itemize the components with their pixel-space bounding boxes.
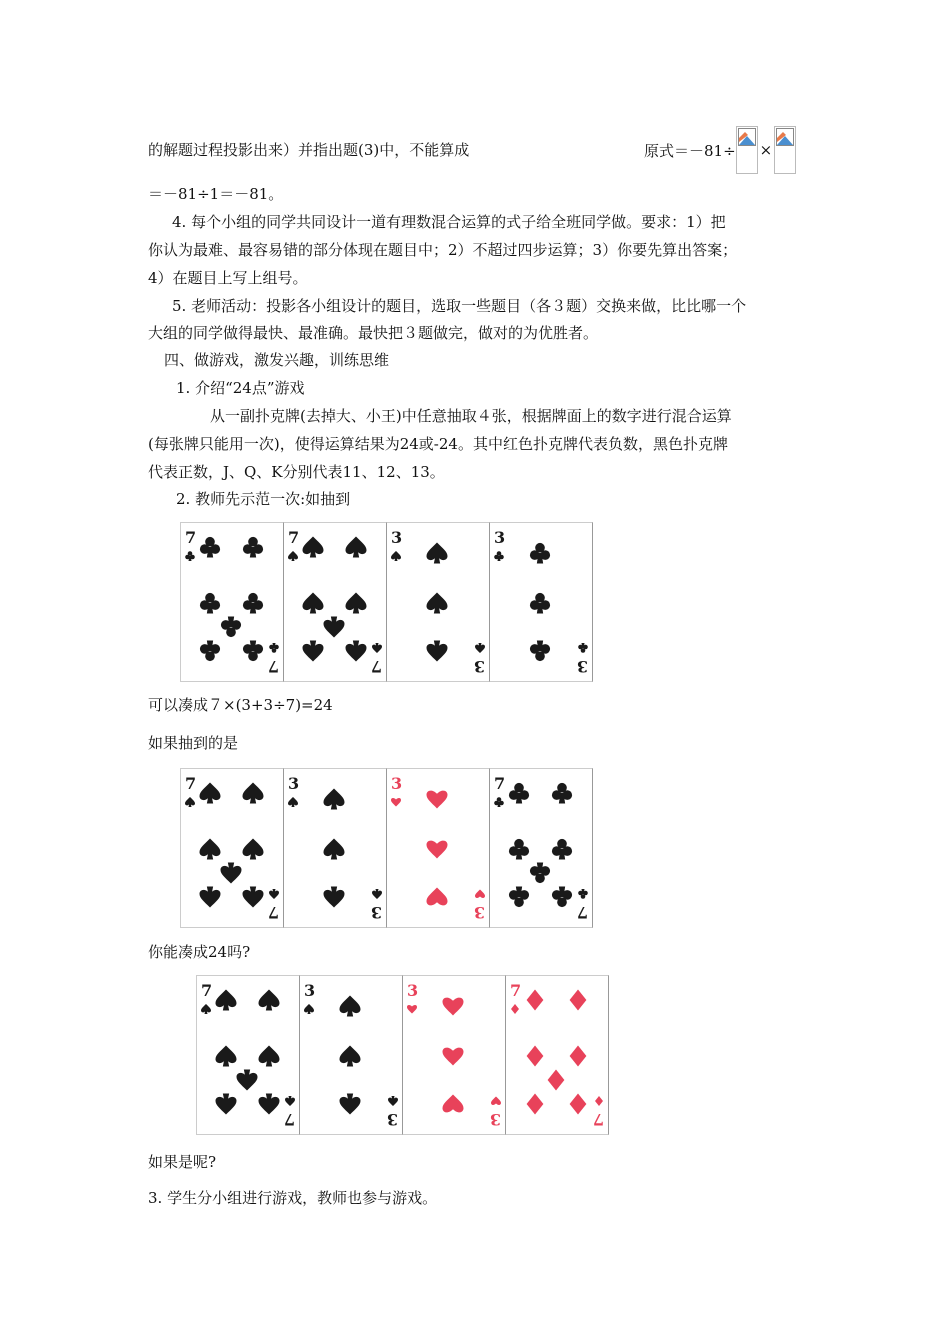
spade-icon (201, 1004, 211, 1014)
playing-card (180, 768, 284, 928)
playing-card (387, 522, 490, 682)
formula-times: × (759, 141, 773, 159)
club-icon (221, 617, 241, 638)
club-icon (530, 863, 550, 884)
diamond-icon (570, 1094, 587, 1115)
spade-icon (388, 1096, 398, 1106)
club-icon (243, 593, 263, 614)
card-face (387, 769, 489, 927)
playing-card (387, 768, 490, 928)
card-group-2 (180, 768, 593, 928)
card-face (181, 769, 283, 927)
card-rank: 7 (283, 1110, 295, 1129)
club-icon (269, 643, 279, 653)
card-face (403, 976, 505, 1134)
playing-card (284, 522, 387, 682)
diamond-icon (511, 1004, 519, 1014)
heart-icon (443, 998, 464, 1016)
spade-icon (216, 1094, 237, 1115)
club-icon (509, 783, 529, 804)
diamond-icon (595, 1096, 603, 1106)
spade-icon (304, 1004, 314, 1014)
spade-icon (303, 593, 324, 614)
spade-icon (346, 537, 367, 558)
card-rank: 3 (288, 774, 300, 793)
heart-icon (407, 1005, 417, 1013)
spade-icon (243, 783, 264, 804)
card-group-3 (196, 975, 609, 1135)
spade-icon (340, 1094, 361, 1115)
text-line-10: 从一副扑克牌(去掉大、小王)中任意抽取４张，根据牌面上的数字进行混合运算 (210, 407, 732, 425)
spade-icon (427, 543, 448, 564)
playing-card (284, 768, 387, 928)
diamond-icon (548, 1070, 565, 1091)
heart-icon (427, 841, 448, 859)
text-line-14: 可以凑成７×(3+3÷7)=24 (148, 696, 333, 714)
text-line-9: 1. 介绍“24点”游戏 (176, 379, 305, 397)
heart-icon (427, 791, 448, 809)
spade-icon (243, 839, 264, 860)
playing-card (490, 522, 593, 682)
club-icon (530, 641, 550, 662)
spade-icon (340, 996, 361, 1017)
spade-icon (427, 641, 448, 662)
text-line-6: 5. 老师活动：投影各小组设计的题目，选取一些题目（各３题）交换来做，比比哪一个 (172, 297, 747, 315)
heart-icon (391, 798, 401, 806)
card-rank: 3 (370, 903, 382, 922)
card-rank: 7 (370, 657, 382, 676)
club-icon (509, 839, 529, 860)
spade-icon (324, 789, 345, 810)
club-icon (509, 887, 529, 908)
card-rank: 7 (494, 774, 506, 793)
text-line-12: 代表正数，J、Q、K分别代表11、12、13。 (148, 463, 445, 481)
spade-icon (259, 1046, 280, 1067)
playing-card (180, 522, 284, 682)
diamond-icon (527, 1046, 544, 1067)
spade-icon (303, 537, 324, 558)
card-rank: 7 (576, 903, 588, 922)
club-icon (200, 641, 220, 662)
spade-icon (243, 887, 264, 908)
card-face (387, 523, 489, 681)
playing-card (403, 975, 506, 1135)
spade-icon (303, 641, 324, 662)
text-line-5: 4）在题目上写上组号。 (148, 269, 308, 287)
broken-image-icon (736, 126, 758, 174)
card-rank: 7 (185, 528, 197, 547)
heart-icon (443, 1048, 464, 1066)
playing-card (300, 975, 403, 1135)
card-rank: 3 (576, 657, 588, 676)
club-icon (578, 643, 588, 653)
playing-card (196, 975, 300, 1135)
spade-icon (288, 551, 298, 561)
card-rank: 3 (473, 657, 485, 676)
club-icon (200, 537, 220, 558)
spade-icon (427, 593, 448, 614)
heart-icon (443, 1095, 464, 1113)
spade-icon (324, 617, 345, 638)
spade-icon (216, 1046, 237, 1067)
card-rank: 3 (473, 903, 485, 922)
club-icon (494, 551, 504, 561)
card-rank: 3 (489, 1110, 501, 1129)
club-icon (552, 783, 572, 804)
heart-icon (491, 1097, 501, 1105)
card-rank: 3 (391, 774, 403, 793)
diamond-icon (527, 990, 544, 1011)
card-face (181, 523, 283, 681)
spade-icon (324, 839, 345, 860)
spade-icon (285, 1096, 295, 1106)
text-line-3: 4. 每个小组的同学共同设计一道有理数混合运算的式子给全班同学做。要求：1）把 (172, 213, 726, 231)
card-face (490, 769, 592, 927)
spade-icon (340, 1046, 361, 1067)
card-rank: 7 (592, 1110, 604, 1129)
spade-icon (372, 889, 382, 899)
card-face (197, 976, 299, 1134)
card-rank: 7 (267, 903, 279, 922)
club-icon (552, 839, 572, 860)
card-rank: 3 (494, 528, 506, 547)
card-rank: 7 (267, 657, 279, 676)
card-rank: 7 (201, 981, 213, 1000)
text-line-1: 的解题过程投影出来）并指出题(3)中，不能算成 (148, 141, 470, 159)
text-line-17: 如果是呢? (148, 1153, 217, 1171)
spade-icon (372, 643, 382, 653)
spade-icon (200, 887, 221, 908)
spade-icon (259, 990, 280, 1011)
club-icon (243, 537, 263, 558)
card-group-1 (180, 522, 593, 682)
card-rank: 7 (185, 774, 197, 793)
text-line-18: 3. 学生分小组进行游戏，教师也参与游戏。 (148, 1189, 438, 1207)
diamond-icon (570, 1046, 587, 1067)
card-rank: 3 (386, 1110, 398, 1129)
heart-icon (427, 888, 448, 906)
club-icon (494, 797, 504, 807)
text-line-4: 你认为最难、最容易错的部分体现在题目中；2）不超过四步运算；3）你要先算出答案； (148, 241, 738, 259)
playing-card (506, 975, 609, 1135)
spade-icon (221, 863, 242, 884)
card-face (284, 523, 386, 681)
club-icon (578, 889, 588, 899)
broken-image-icon (774, 126, 796, 174)
card-rank: 7 (510, 981, 522, 1000)
card-face (300, 976, 402, 1134)
spade-icon (200, 783, 221, 804)
card-face (490, 523, 592, 681)
spade-icon (391, 551, 401, 561)
club-icon (552, 887, 572, 908)
club-icon (530, 593, 550, 614)
formula (644, 125, 796, 175)
card-face (284, 769, 386, 927)
card-rank: 3 (304, 981, 316, 1000)
text-line-2: ＝－81÷1＝－81。 (148, 185, 284, 203)
card-rank: 7 (288, 528, 300, 547)
spade-icon (216, 990, 237, 1011)
club-icon (185, 551, 195, 561)
text-line-15: 如果抽到的是 (148, 734, 239, 752)
heart-icon (475, 890, 485, 898)
spade-icon (475, 643, 485, 653)
spade-icon (324, 887, 345, 908)
spade-icon (237, 1070, 258, 1091)
club-icon (530, 543, 550, 564)
spade-icon (269, 889, 279, 899)
text-line-16: 你能凑成24吗? (148, 943, 251, 961)
formula-prefix: 原式＝－81÷ (644, 141, 736, 160)
playing-card (490, 768, 593, 928)
diamond-icon (527, 1094, 544, 1115)
text-line-7: 大组的同学做得最快、最准确。最快把３题做完，做对的为优胜者。 (148, 324, 599, 342)
spade-icon (346, 641, 367, 662)
spade-icon (259, 1094, 280, 1115)
spade-icon (200, 839, 221, 860)
card-rank: 3 (407, 981, 419, 1000)
text-line-13: 2. 教师先示范一次:如抽到 (176, 490, 351, 508)
club-icon (200, 593, 220, 614)
card-face (506, 976, 608, 1134)
club-icon (243, 641, 263, 662)
card-rank: 3 (391, 528, 403, 547)
spade-icon (288, 797, 298, 807)
spade-icon (185, 797, 195, 807)
text-line-11: (每张牌只能用一次)，使得运算结果为24或-24。其中红色扑克牌代表负数，黑色扑克牌 (148, 435, 728, 453)
section-heading: 四、做游戏，激发兴趣，训练思维 (164, 351, 390, 369)
spade-icon (346, 593, 367, 614)
diamond-icon (570, 990, 587, 1011)
